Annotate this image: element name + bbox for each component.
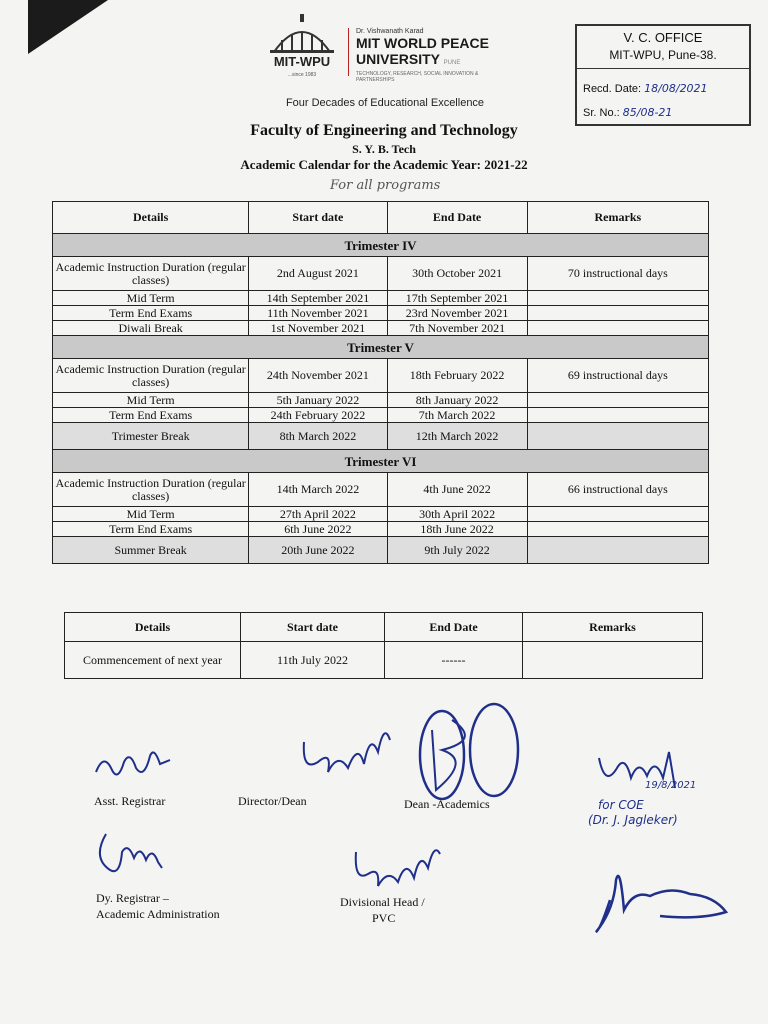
stamp-sr — [583, 106, 672, 119]
row-start: 20th June 2022 — [249, 537, 387, 564]
pvc-signature — [590, 860, 730, 940]
logo-name-line1: MIT WORLD PEACE — [356, 35, 489, 51]
row-end: 12th March 2022 — [387, 423, 527, 450]
table-row — [53, 408, 709, 423]
row-start: 11th November 2021 — [249, 306, 387, 321]
row-start: 6th June 2022 — [249, 522, 387, 537]
logo-city: PUNE — [443, 60, 461, 66]
stamp-office: V. C. OFFICE — [623, 30, 703, 45]
next-year-table — [64, 612, 703, 679]
table-row — [53, 257, 709, 291]
row-end: 9th July 2022 — [387, 537, 527, 564]
table-header — [53, 202, 709, 234]
row-start: 24th February 2022 — [249, 408, 387, 423]
trimester-header — [53, 336, 709, 359]
row-start: 8th March 2022 — [249, 423, 387, 450]
row-end: ------ — [385, 642, 523, 679]
coe-name: (Dr. J. Jagleker) — [588, 813, 678, 827]
col-end: End Date — [387, 202, 527, 234]
row-detail: Term End Exams — [53, 408, 249, 423]
row-remarks — [527, 408, 708, 423]
row-remarks — [527, 423, 708, 450]
row-end: 18th June 2022 — [387, 522, 527, 537]
table-row — [53, 306, 709, 321]
row-remarks — [527, 393, 708, 408]
asst-registrar-signature — [94, 742, 174, 787]
logo-name-line2 — [356, 51, 516, 71]
row-end: 17th September 2021 — [387, 291, 527, 306]
row-detail: Term End Exams — [53, 306, 249, 321]
stamp-recd — [583, 82, 708, 95]
dean-academics-signature — [412, 700, 527, 810]
faculty-title: Faculty of Engineering and Technology — [250, 122, 518, 139]
dy-registrar-signature — [96, 828, 171, 878]
row-start: 11th July 2022 — [241, 642, 385, 679]
row-end: 18th February 2022 — [387, 359, 527, 393]
stamp-sr-label: Sr. No.: — [583, 107, 620, 119]
table-row — [53, 291, 709, 306]
divisional-head-label-1: Divisional Head / — [340, 895, 425, 909]
calendar-title: Academic Calendar for the Academic Year: 2021-22 — [240, 157, 528, 172]
row-end: 30th October 2021 — [387, 257, 527, 291]
stamp-recd-label: Recd. Date: — [583, 83, 642, 95]
coe-label: for COE — [598, 798, 644, 812]
row-remarks — [527, 306, 708, 321]
row-detail: Mid Term — [53, 291, 249, 306]
row-remarks: 70 instructional days — [527, 257, 708, 291]
scan-corner-shadow — [28, 0, 108, 54]
table-row — [53, 473, 709, 507]
row-detail: Mid Term — [53, 507, 249, 522]
row-detail: Diwali Break — [53, 321, 249, 336]
col-end: End Date — [385, 613, 523, 642]
logo-text — [356, 28, 516, 83]
row-remarks — [527, 537, 708, 564]
table-header — [65, 613, 703, 642]
row-detail: Academic Instruction Duration (regular classes) — [53, 257, 249, 291]
table-row — [53, 537, 709, 564]
row-detail: Trimester Break — [53, 423, 249, 450]
row-start: 5th January 2022 — [249, 393, 387, 408]
row-remarks: 66 instructional days — [527, 473, 708, 507]
col-remarks: Remarks — [523, 613, 703, 642]
row-end: 4th June 2022 — [387, 473, 527, 507]
logo-divider — [348, 28, 349, 76]
table-row — [53, 507, 709, 522]
row-remarks — [527, 522, 708, 537]
dome-icon — [262, 14, 342, 54]
table-row — [53, 359, 709, 393]
row-end: 7th November 2021 — [387, 321, 527, 336]
logo-name-university: UNIVERSITY — [356, 51, 440, 67]
university-logo — [262, 14, 512, 83]
logo-since: ...since 1983 — [287, 72, 317, 78]
trimester-name: Trimester V — [53, 336, 709, 359]
row-start: 14th September 2021 — [249, 291, 387, 306]
table-row — [53, 321, 709, 336]
academic-calendar-table — [52, 201, 709, 564]
row-remarks: 69 instructional days — [527, 359, 708, 393]
row-detail: Summer Break — [53, 537, 249, 564]
vc-office-stamp — [575, 24, 751, 126]
table-row — [53, 423, 709, 450]
row-end: 7th March 2022 — [387, 408, 527, 423]
row-end: 23rd November 2021 — [387, 306, 527, 321]
row-start: 2nd August 2021 — [249, 257, 387, 291]
row-remarks — [527, 321, 708, 336]
logo-abbr: MIT-WPU — [273, 54, 331, 69]
col-remarks: Remarks — [527, 202, 708, 234]
col-start: Start date — [249, 202, 387, 234]
tagline: Four Decades of Educational Excellence — [285, 97, 485, 109]
row-remarks — [527, 507, 708, 522]
dy-registrar-label-1: Dy. Registrar – — [96, 891, 169, 905]
dy-registrar-label-2: Academic Administration — [96, 907, 220, 921]
col-start: Start date — [241, 613, 385, 642]
asst-registrar-label: Asst. Registrar — [94, 794, 166, 808]
trimester-name: Trimester VI — [53, 450, 709, 473]
row-detail: Mid Term — [53, 393, 249, 408]
row-detail: Term End Exams — [53, 522, 249, 537]
trimester-header — [53, 450, 709, 473]
director-dean-label: Director/Dean — [238, 794, 307, 808]
logo-emblem — [262, 14, 342, 80]
row-detail: Commencement of next year — [65, 642, 241, 679]
stamp-recd-value: 18/08/2021 — [644, 82, 708, 95]
row-remarks — [527, 291, 708, 306]
logo-founder: Dr. Vishwanath Karad — [356, 28, 424, 35]
row-remarks — [523, 642, 703, 679]
stamp-sr-value: 85/08-21 — [622, 106, 673, 119]
stamp-address: MIT-WPU, Pune-38. — [609, 48, 717, 62]
class-title: S. Y. B. Tech — [352, 142, 416, 156]
director-dean-signature — [298, 712, 393, 782]
trimester-name: Trimester IV — [53, 234, 709, 257]
divisional-head-label-2: PVC — [372, 911, 396, 925]
row-end: 30th April 2022 — [387, 507, 527, 522]
coe-date: 19/8/2021 — [645, 780, 697, 791]
table-row — [53, 522, 709, 537]
divisional-head-signature — [352, 832, 442, 892]
dean-academics-label: Dean -Academics — [404, 797, 490, 811]
row-detail: Academic Instruction Duration (regular classes) — [53, 473, 249, 507]
table-row — [65, 642, 703, 679]
handwritten-note: For all programs — [330, 178, 441, 193]
logo-tagline: TECHNOLOGY, RESEARCH, SOCIAL INNOVATION & PARTNERSHIPS — [356, 71, 479, 83]
row-start: 27th April 2022 — [249, 507, 387, 522]
trimester-header — [53, 234, 709, 257]
row-start: 14th March 2022 — [249, 473, 387, 507]
stamp-divider — [577, 68, 749, 69]
table-row — [53, 393, 709, 408]
col-details: Details — [53, 202, 249, 234]
row-detail: Academic Instruction Duration (regular classes) — [53, 359, 249, 393]
row-end: 8th January 2022 — [387, 393, 527, 408]
row-start: 1st November 2021 — [249, 321, 387, 336]
col-details: Details — [65, 613, 241, 642]
row-start: 24th November 2021 — [249, 359, 387, 393]
